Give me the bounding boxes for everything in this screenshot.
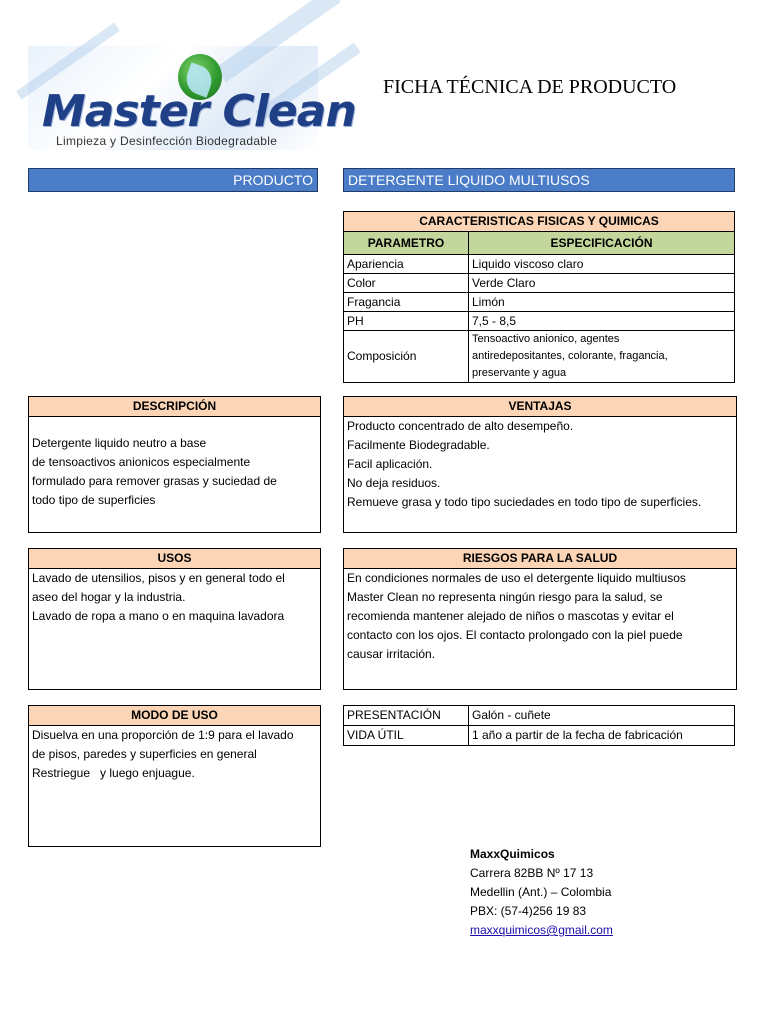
param-cell: PH (344, 312, 469, 331)
advantages-section (343, 396, 737, 533)
risk-line: recomienda mantener alejado de niños o mascotas y evitar el (347, 609, 674, 623)
param-cell: Fragancia (344, 293, 469, 312)
shelf-life-value: 1 año a partir de la fecha de fabricación (469, 726, 735, 746)
company-logo (28, 46, 356, 150)
contact-block (470, 845, 613, 940)
advantage-line: No deja residuos. (347, 476, 441, 490)
advantage-line: Producto concentrado de alto desempeño. (347, 419, 574, 433)
advantage-line: Facilmente Biodegradable. (347, 438, 490, 452)
risk-line: Master Clean no representa ningún riesgo para la salud, se (347, 590, 663, 604)
uses-line: Lavado de ropa a mano o en maquina lavadora (32, 609, 285, 623)
section-title: USOS (29, 549, 320, 569)
city: Medellin (Ant.) – Colombia (470, 885, 612, 899)
composition-line: antiredepositantes, colorante, fragancia, (472, 350, 668, 362)
presentation-value: Galón - cuñete (469, 706, 735, 726)
company-name: MaxxQuimicos (470, 847, 555, 861)
table-row (344, 255, 735, 274)
page-title: FICHA TÉCNICA DE PRODUCTO (383, 76, 677, 98)
product-info-table (343, 705, 735, 746)
description-section (28, 396, 321, 533)
product-label: PRODUCTO (28, 168, 318, 192)
phone: PBX: (57-4)256 19 83 (470, 904, 587, 918)
description-line: de tensoactivos anionicos especialmente (32, 455, 251, 469)
section-title: VENTAJAS (344, 397, 736, 417)
table-row (344, 293, 735, 312)
description-line: todo tipo de superficies (32, 493, 156, 507)
table-row (344, 274, 735, 293)
presentation-label: PRESENTACIÓN (344, 706, 469, 726)
address: Carrera 82BB Nº 17 13 (470, 866, 594, 880)
health-risks-section (343, 548, 737, 690)
composition-value (469, 331, 735, 383)
usage-mode-section (28, 705, 321, 847)
param-cell: Composición (344, 331, 469, 383)
uses-line: Lavado de utensilios, pisos y en general todo el (32, 571, 285, 585)
advantage-line: Facil aplicación. (347, 457, 433, 471)
composition-line: Tensoactivo anionico, agentes (472, 333, 620, 345)
col-header-parameter: PARAMETRO (344, 232, 469, 255)
section-title: RIESGOS PARA LA SALUD (344, 549, 736, 569)
table-row (344, 706, 735, 726)
shelf-life-label: VIDA ÚTIL (344, 726, 469, 746)
risk-line: En condiciones normales de uso el detergente liquido multiusos (347, 571, 686, 585)
table-row (344, 312, 735, 331)
table-row (344, 726, 735, 746)
param-cell: Color (344, 274, 469, 293)
product-name: DETERGENTE LIQUIDO MULTIUSOS (343, 168, 735, 192)
risk-line: causar irritación. (347, 647, 436, 661)
usage-line: de pisos, paredes y superficies en general (32, 747, 257, 761)
email-link[interactable]: maxxquimicos@gmail.com (470, 923, 613, 937)
logo-brand: Master Clean (42, 86, 356, 137)
table-row (344, 331, 735, 383)
value-cell: 7,5 - 8,5 (469, 312, 735, 331)
specs-title: CARACTERISTICAS FISICAS Y QUIMICAS (344, 212, 735, 232)
description-line: Detergente liquido neutro a base (32, 436, 207, 450)
usage-line: Restriegue y luego enjuague. (32, 766, 195, 780)
logo-tagline: Limpieza y Desinfección Biodegradable (56, 134, 278, 148)
value-cell: Verde Claro (469, 274, 735, 293)
uses-line: aseo del hogar y la industria. (32, 590, 186, 604)
uses-section (28, 548, 321, 690)
description-line: formulado para remover grasas y suciedad de (32, 474, 277, 488)
section-title: MODO DE USO (29, 706, 320, 726)
col-header-specification: ESPECIFICACIÓN (469, 232, 735, 255)
param-cell: Apariencia (344, 255, 469, 274)
composition-line: preservante y agua (472, 367, 567, 379)
usage-line: Disuelva en una proporción de 1:9 para el lavado (32, 728, 294, 742)
value-cell: Limón (469, 293, 735, 312)
specs-table (343, 211, 735, 383)
risk-line: contacto con los ojos. El contacto prolongado con la piel puede (347, 628, 683, 642)
value-cell: Liquido viscoso claro (469, 255, 735, 274)
advantage-line: Remueve grasa y todo tipo suciedades en todo tipo de superficies. (347, 495, 702, 509)
section-title: DESCRIPCIÓN (29, 397, 320, 417)
